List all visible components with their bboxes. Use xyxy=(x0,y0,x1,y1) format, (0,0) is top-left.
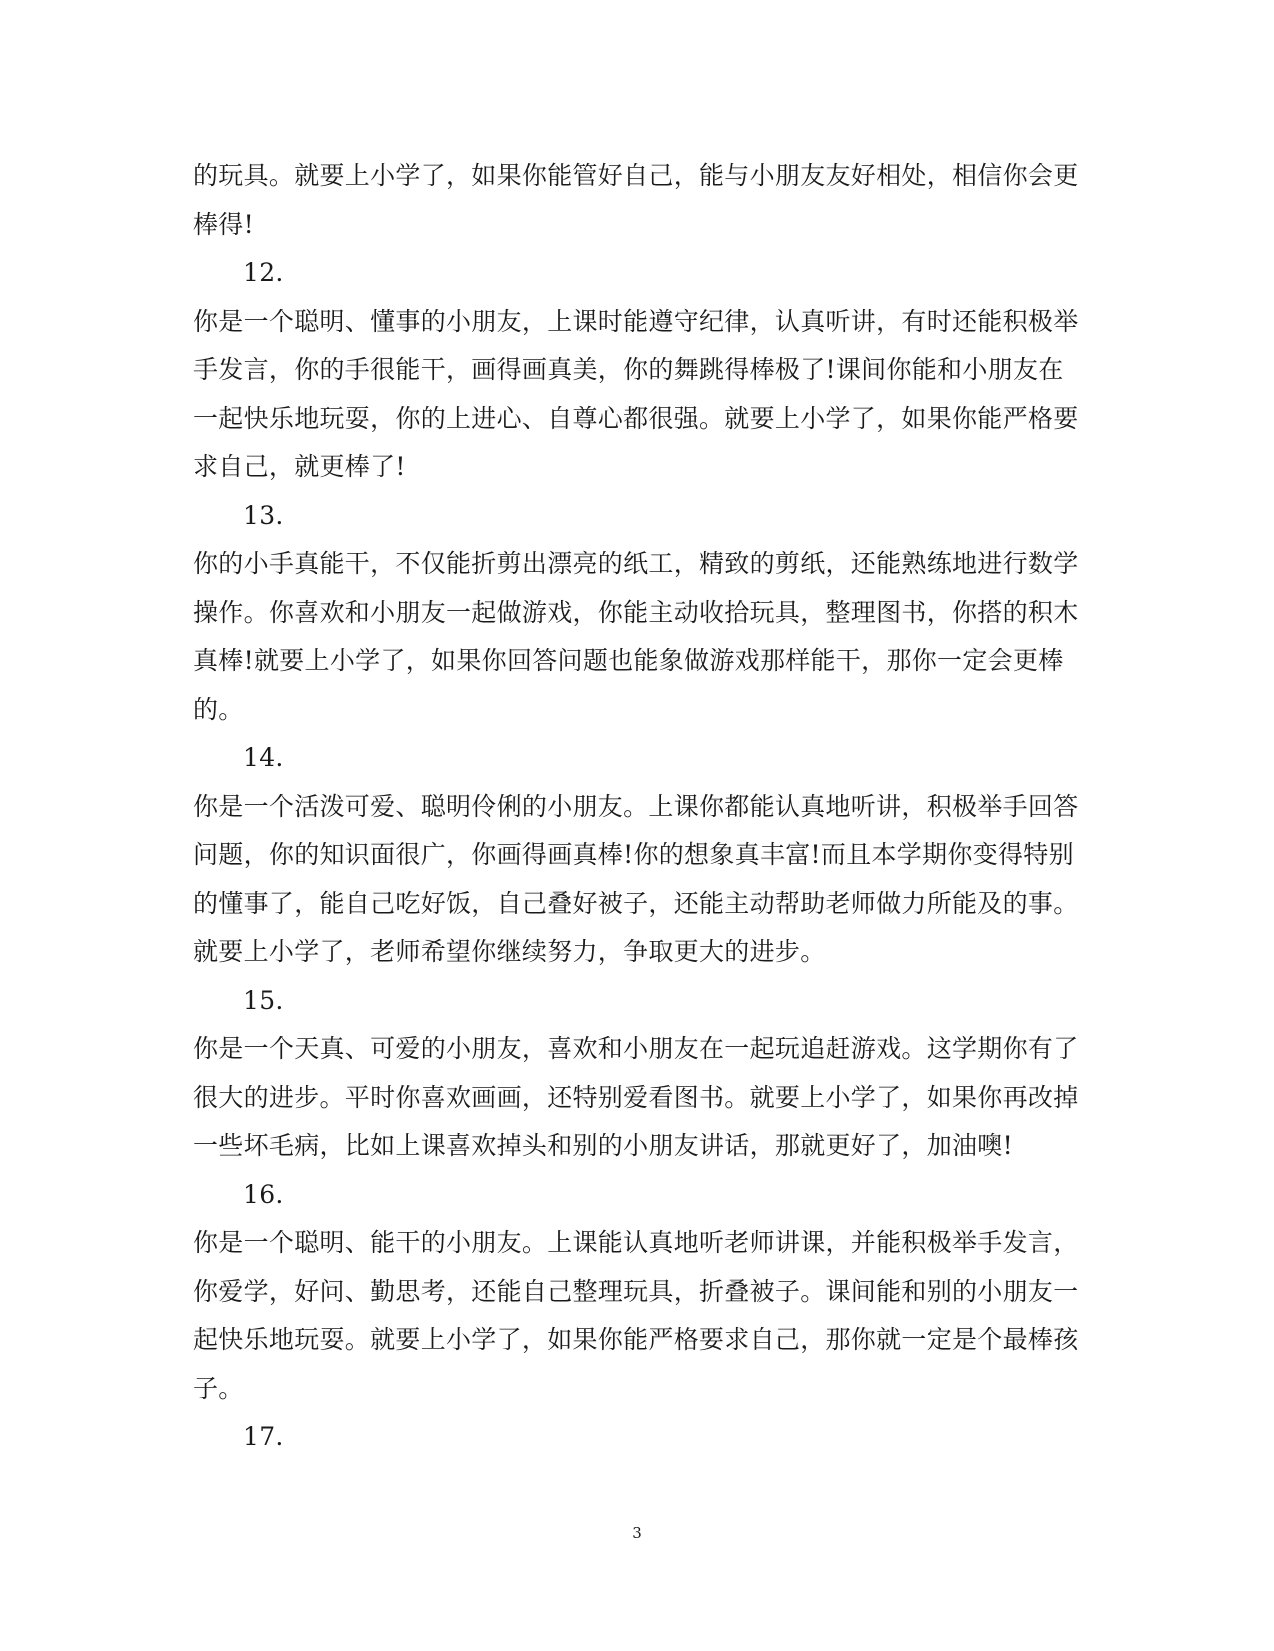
text-line: 你是一个聪明、能干的小朋友。上课能认真地听老师讲课，并能积极举手发言， xyxy=(193,1228,1079,1257)
text-line: 子。 xyxy=(193,1373,244,1403)
text-line: 你的小手真能干，不仅能折剪出漂亮的纸工，精致的剪纸，还能熟练地进行数学 xyxy=(193,549,1079,578)
text-line: 你是一个活泼可爱、聪明伶俐的小朋友。上课你都能认真地听讲，积极举手回答 xyxy=(193,791,1079,821)
paragraph xyxy=(193,1219,1079,1413)
text-line: 你是一个聪明、懂事的小朋友，上课时能遵守纪律，认真听讲，有时还能积极举 xyxy=(193,306,1079,336)
text-line: 你是一个天真、可爱的小朋友，喜欢和小朋友在一起玩追赶游戏。这学期你有了 xyxy=(193,1034,1079,1063)
text-line: 很大的进步。平时你喜欢画画，还特别爱看图书。就要上小学了，如果你再改掉 xyxy=(193,1082,1079,1112)
text-line: 就要上小学了，老师希望你继续努力，争取更大的进步。 xyxy=(193,937,826,966)
document-body xyxy=(193,152,1079,1462)
paragraph xyxy=(193,298,1079,492)
paragraph xyxy=(193,783,1079,977)
text-line: 的。 xyxy=(193,694,244,724)
item-number: 14. xyxy=(243,743,284,772)
text-line: 的玩具。就要上小学了，如果你能管好自己，能与小朋友友好相处，相信你会更 xyxy=(193,161,1079,190)
text-line: 你爱学，好问、勤思考，还能自己整理玩具，折叠被子。课间能和别的小朋友一 xyxy=(193,1276,1079,1306)
paragraph xyxy=(193,540,1079,734)
text-line: 一起快乐地玩耍，你的上进心、自尊心都很强。就要上小学了，如果你能严格要 xyxy=(193,403,1079,433)
item-number: 13. xyxy=(243,500,284,530)
paragraph xyxy=(193,1025,1079,1171)
text-line: 起快乐地玩耍。就要上小学了，如果你能严格要求自己，那你就一定是个最棒孩 xyxy=(193,1325,1079,1354)
text-line: 的懂事了，能自己吃好饭，自己叠好被子，还能主动帮助老师做力所能及的事。 xyxy=(193,888,1079,918)
text-line: 棒得! xyxy=(193,209,254,239)
item-number: 15. xyxy=(243,985,284,1015)
text-line: 真棒!就要上小学了，如果你回答问题也能象做游戏那样能干，那你一定会更棒 xyxy=(193,646,1064,675)
text-line: 一些坏毛病，比如上课喜欢掉头和别的小朋友讲话，那就更好了，加油噢! xyxy=(193,1131,1013,1160)
text-line: 操作。你喜欢和小朋友一起做游戏，你能主动收拾玩具，整理图书，你搭的积木 xyxy=(193,597,1079,627)
item-number: 12. xyxy=(243,258,284,287)
item-number: 17. xyxy=(243,1422,284,1451)
text-line: 求自己，就更棒了! xyxy=(193,452,406,481)
item-number: 16. xyxy=(243,1179,284,1209)
paragraph xyxy=(193,152,1079,249)
text-line: 手发言，你的手很能干，画得画真美，你的舞跳得棒极了!课间你能和小朋友在 xyxy=(193,355,1064,384)
text-line: 问题，你的知识面很广，你画得画真棒!你的想象真丰富!而且本学期你变得特别 xyxy=(193,840,1074,869)
page-number: 3 xyxy=(632,1524,642,1542)
